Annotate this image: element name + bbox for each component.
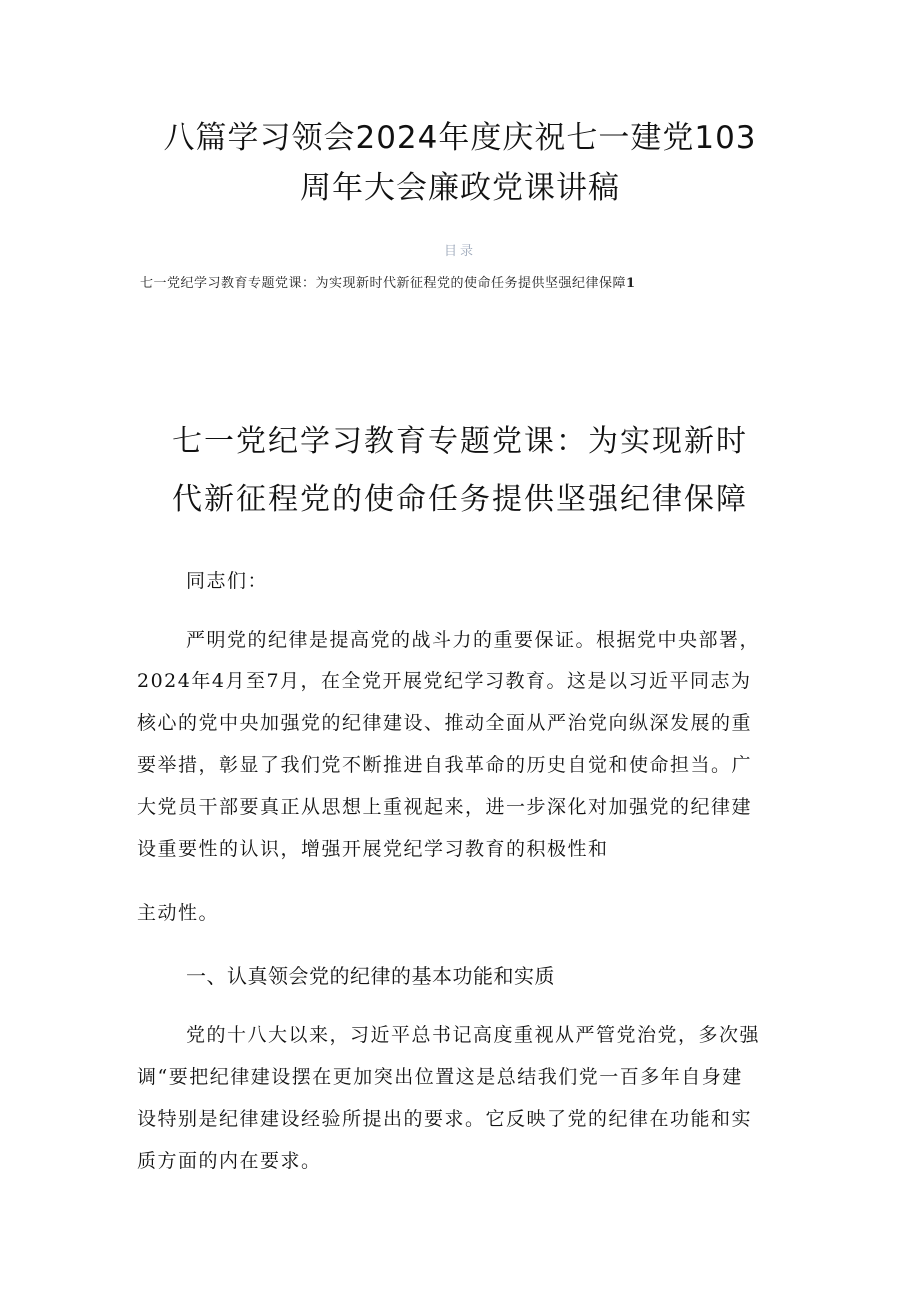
toc-entry-page-number: 1 — [626, 276, 636, 291]
salutation: 同志们： — [186, 570, 269, 592]
paragraph-2-line-2: 调“要把纪律建设摆在更加突出位置这是总结我们党一百多年自身建 — [137, 1066, 743, 1088]
paragraph-1-line-2: 2024年4月至7月，在全党开展党纪学习教育。这是以习近平同志为 — [137, 670, 752, 692]
paragraph-1-line-7: 主动性。 — [137, 902, 220, 924]
document-title-line-1: 八篇学习领会2024年度庆祝七一建党103 — [163, 120, 757, 156]
toc-heading: 目录 — [443, 244, 476, 259]
paragraph-1-line-1: 严明党的纪律是提高党的战斗力的重要保证。根据党中央部署， — [186, 629, 761, 651]
paragraph-1-line-6: 设重要性的认识，增强开展党纪学习教育的积极性和 — [137, 838, 609, 860]
paragraph-1-line-3: 核心的党中央加强党的纪律建设、推动全面从严治党向纵深发展的重 — [137, 712, 753, 734]
document-title-line-2: 周年大会廉政党课讲稿 — [300, 170, 620, 206]
paragraph-1-line-5: 大党员干部要真正从思想上重视起来，进一步深化对加强党的纪律建 — [137, 796, 753, 818]
toc-entry-text: 七一党纪学习教育专题党课：为实现新时代新征程党的使命任务提供坚强纪律保障 — [140, 276, 627, 291]
section-title-line-1: 七一党纪学习教育专题党课：为实现新时 — [172, 424, 748, 459]
heading-level-1: 一、认真领会党的纪律的基本功能和实质 — [186, 964, 555, 988]
section-title-line-2: 代新征程党的使命任务提供坚强纪律保障 — [172, 482, 748, 517]
paragraph-2-line-1: 党的十八大以来，习近平总书记高度重视从严管党治党，多次强 — [186, 1024, 761, 1046]
paragraph-1-line-4: 要举措，彰显了我们党不断推进自我革命的历史自觉和使命担当。广 — [137, 754, 753, 776]
toc-entry[interactable] — [140, 272, 780, 291]
paragraph-2-line-4: 质方面的内在要求。 — [137, 1150, 322, 1172]
paragraph-2-line-3: 设特别是纪律建设经验所提出的要求。它反映了党的纪律在功能和实 — [137, 1108, 753, 1130]
